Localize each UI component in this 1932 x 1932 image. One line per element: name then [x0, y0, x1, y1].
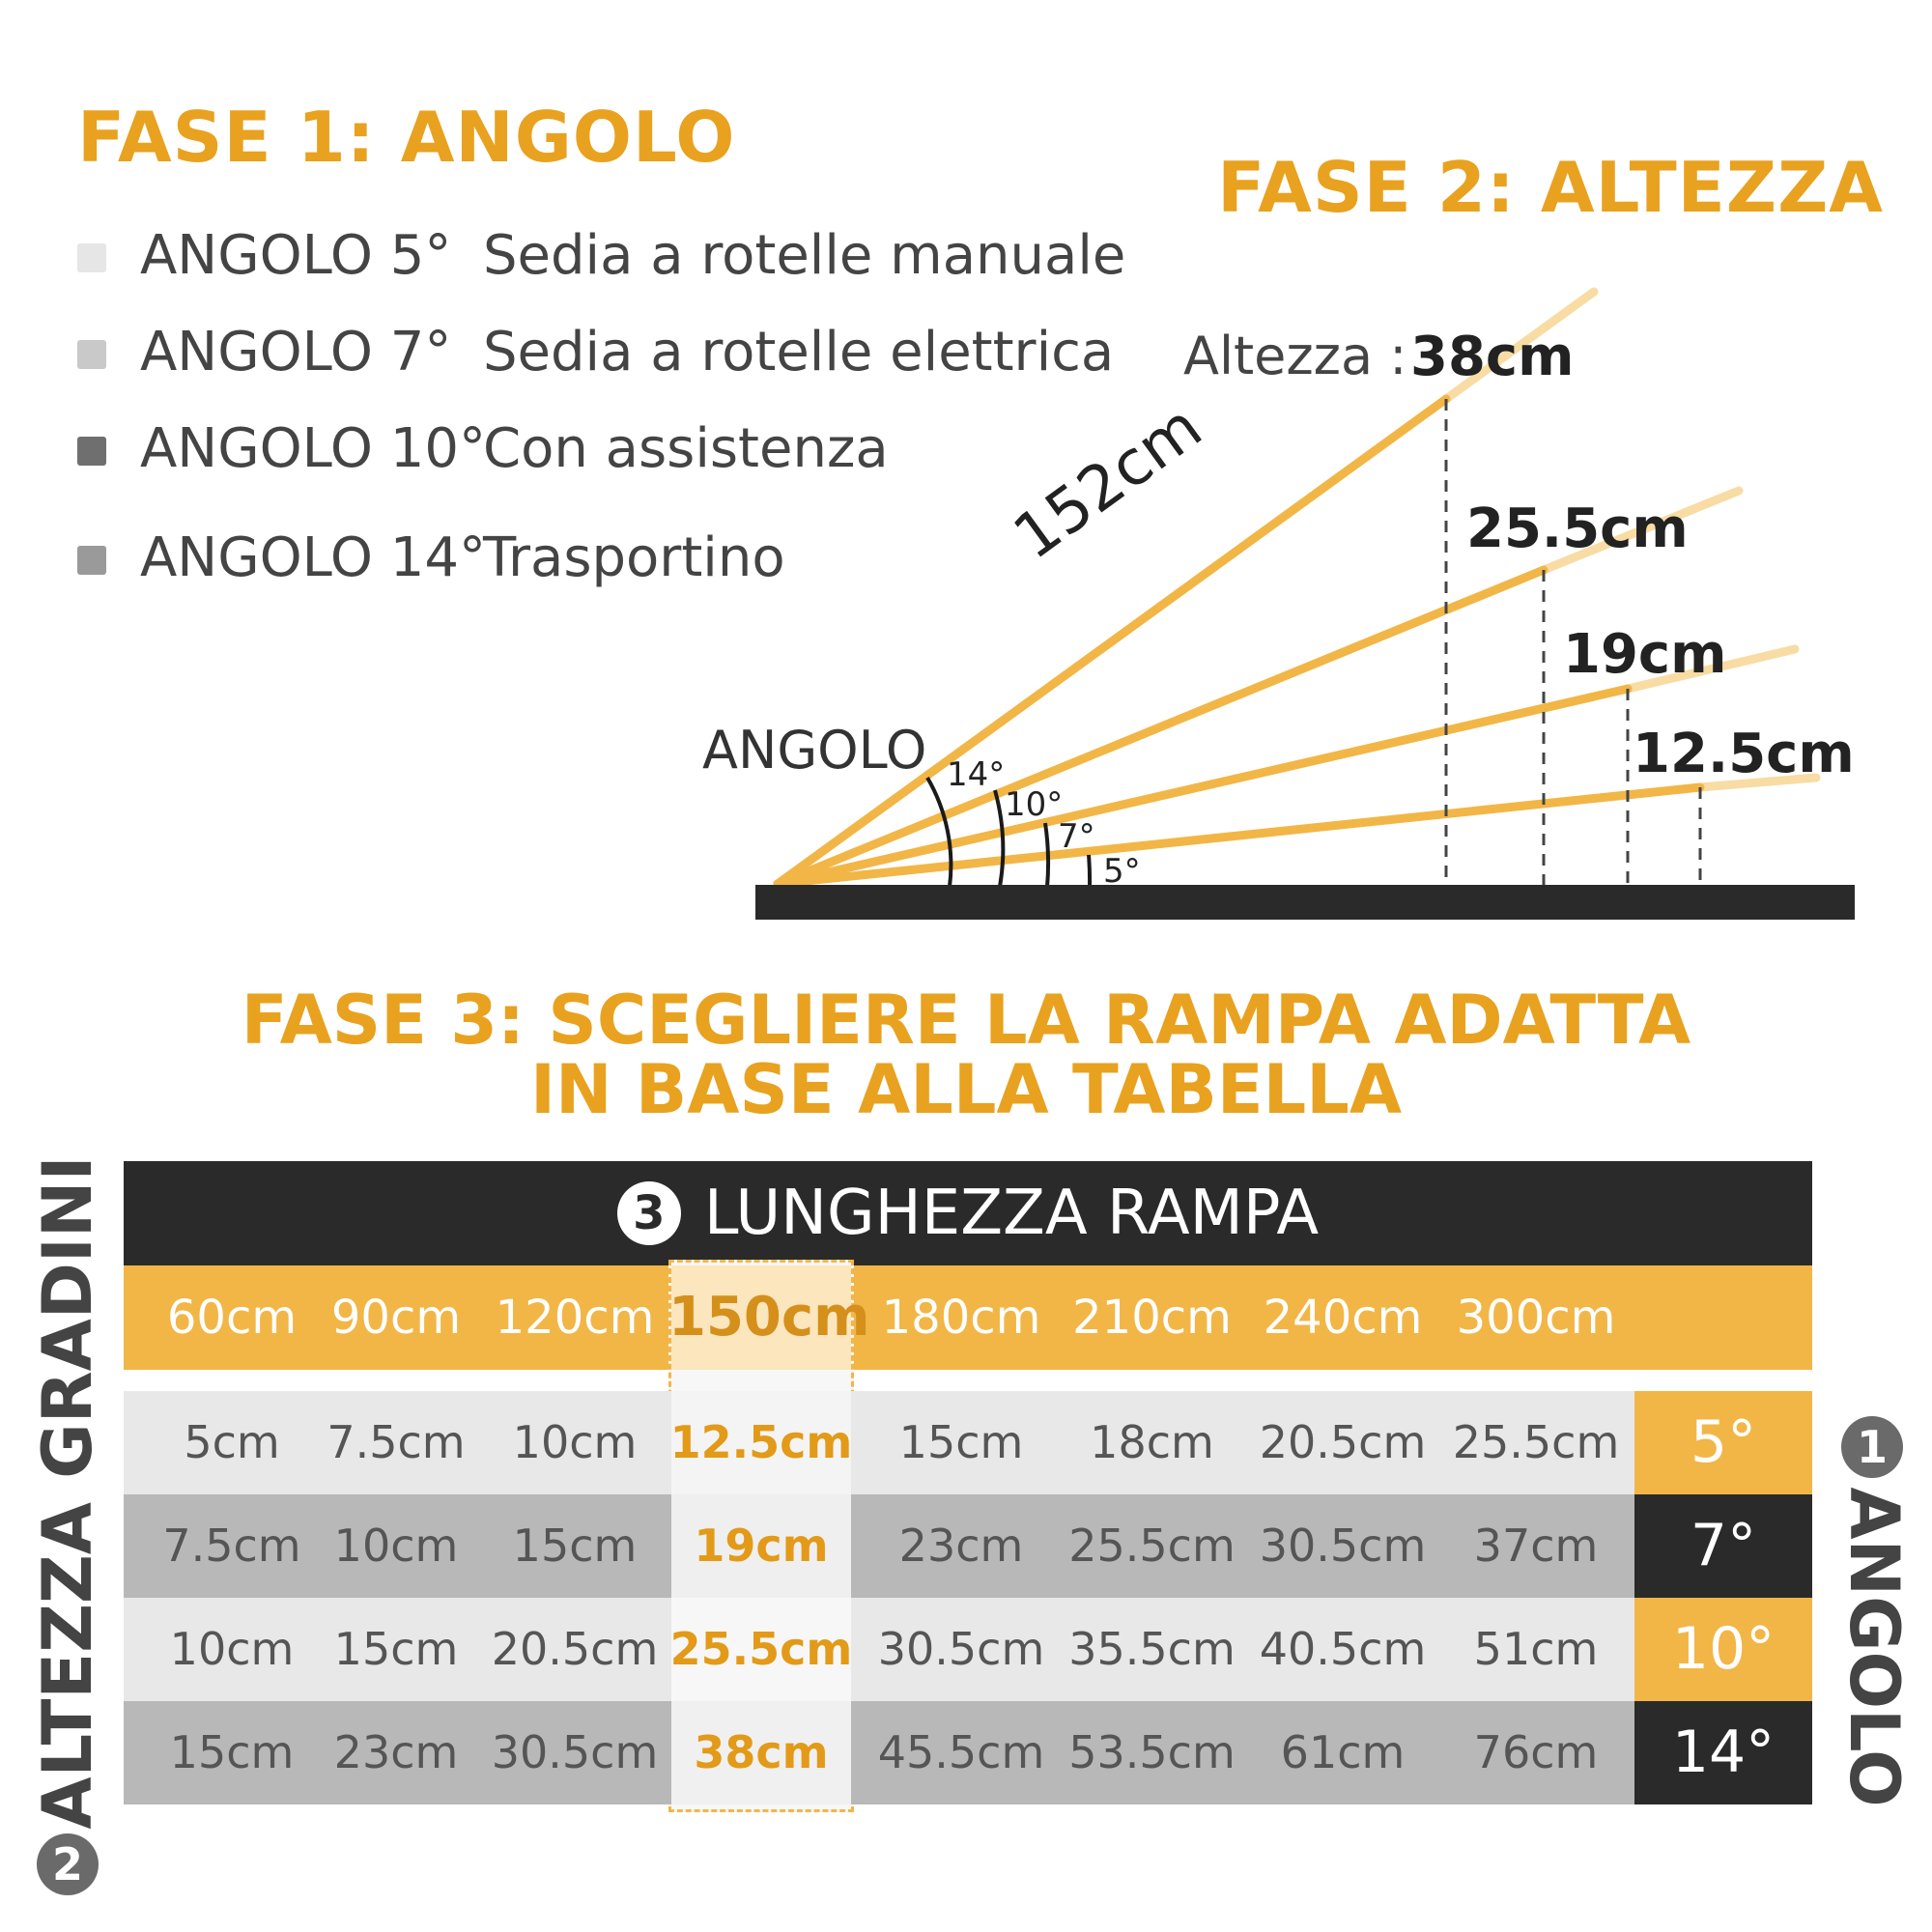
table-cell: 10cm — [169, 1623, 295, 1675]
height-value-38: 38cm — [1410, 326, 1575, 388]
table-cell: 25.5cm — [1068, 1520, 1236, 1572]
table-cell: 51cm — [1473, 1623, 1599, 1675]
legend-angle-5: ANGOLO 5° — [140, 224, 452, 287]
diagram-angle-label: ANGOLO — [702, 720, 927, 781]
table-cell: 45.5cm — [877, 1726, 1045, 1778]
angle-arc-5 — [1089, 855, 1090, 887]
table-cell: 7.5cm — [162, 1520, 301, 1572]
badge-2-icon: 2 — [37, 1833, 99, 1895]
length-60: 60cm — [166, 1291, 298, 1345]
table-cell: 23cm — [898, 1520, 1024, 1572]
table-cell: 37cm — [1473, 1520, 1599, 1572]
table-cell-highlight: 38cm — [694, 1726, 829, 1778]
length-180: 180cm — [881, 1291, 1041, 1345]
table-cell: 18cm — [1090, 1416, 1214, 1468]
phase3-title-line2: IN BASE ALLA TABELLA — [529, 1050, 1403, 1129]
phase2-title: FASE 2: ALTEZZA — [1217, 147, 1884, 228]
badge-3-icon: 3 — [617, 1181, 681, 1245]
legend-angle-10: ANGOLO 10° — [140, 417, 487, 480]
table-cell: 25.5cm — [1452, 1416, 1620, 1468]
angle-label-10: 10° — [1005, 785, 1064, 824]
height-value-25-5: 25.5cm — [1466, 497, 1689, 560]
ground-bar — [755, 885, 1855, 920]
left-axis-label: ALTEZZA GRADINI — [28, 1155, 107, 1830]
table-cell: 15cm — [169, 1726, 295, 1778]
table-cell-highlight: 25.5cm — [669, 1623, 853, 1675]
table-cell: 15cm — [898, 1416, 1024, 1468]
table-header — [124, 1161, 1812, 1265]
table-header-label: LUNGHEZZA RAMPA — [703, 1178, 1320, 1249]
height-value-19: 19cm — [1563, 623, 1727, 686]
ramp-length-label: 152cm — [1001, 391, 1215, 574]
phase3-title-line1: FASE 3: SCEGLIERE LA RAMPA ADATTA — [241, 980, 1691, 1060]
angle-cell-10: 10° — [1634, 1598, 1812, 1701]
length-240: 240cm — [1263, 1291, 1423, 1345]
badge-1-icon: 1 — [1841, 1416, 1903, 1478]
table-cell-highlight: 12.5cm — [669, 1416, 853, 1468]
right-axis-label: ANGOLO — [1834, 1487, 1914, 1807]
angle-label-7: 7° — [1058, 817, 1095, 856]
angle-label-14: 14° — [947, 755, 1006, 794]
table-cell: 30.5cm — [1259, 1520, 1427, 1572]
table-cell: 15cm — [333, 1623, 459, 1675]
table-cell: 30.5cm — [877, 1623, 1045, 1675]
legend-desc-7: Sedia a rotelle elettrica — [483, 321, 1115, 384]
height-label: Altezza : — [1183, 326, 1407, 386]
table-cell: 7.5cm — [327, 1416, 466, 1468]
angle-cell-7: 7° — [1634, 1494, 1812, 1598]
legend-angle-7: ANGOLO 7° — [140, 321, 452, 384]
table-cell: 40.5cm — [1259, 1623, 1427, 1675]
phase3-title — [0, 980, 1932, 1129]
table-cell: 61cm — [1280, 1726, 1406, 1778]
table-cell: 20.5cm — [1259, 1416, 1427, 1468]
table-cell: 10cm — [512, 1416, 638, 1468]
legend-desc-10: Con assistenza — [483, 417, 889, 480]
table-cell: 35.5cm — [1068, 1623, 1236, 1675]
angle-label-5: 5° — [1103, 852, 1141, 891]
table-cell: 76cm — [1473, 1726, 1599, 1778]
angle-cell-5: 5° — [1634, 1391, 1812, 1494]
height-value-12-5: 12.5cm — [1633, 723, 1855, 785]
table-cell-highlight: 19cm — [694, 1520, 829, 1572]
table-cell: 5cm — [184, 1416, 280, 1468]
table-cell: 23cm — [333, 1726, 459, 1778]
angle-arc-10 — [995, 790, 1003, 887]
length-210: 210cm — [1072, 1291, 1232, 1345]
length-300: 300cm — [1456, 1291, 1616, 1345]
table-cell: 15cm — [512, 1520, 638, 1572]
length-90: 90cm — [330, 1291, 462, 1345]
phase1-title: FASE 1: ANGOLO — [77, 97, 736, 178]
legend-desc-14: Trasportino — [483, 526, 785, 589]
table-cell: 20.5cm — [491, 1623, 659, 1675]
table-cell: 30.5cm — [491, 1726, 659, 1778]
angle-cell-14: 14° — [1634, 1701, 1812, 1804]
legend-angle-14: ANGOLO 14° — [140, 526, 487, 589]
table-cell: 10cm — [333, 1520, 459, 1572]
length-120: 120cm — [495, 1291, 655, 1345]
ramp-line-5 — [778, 787, 1700, 884]
length-150: 150cm — [668, 1286, 870, 1349]
legend-desc-5: Sedia a rotelle manuale — [483, 224, 1126, 287]
table-cell: 53.5cm — [1068, 1726, 1236, 1778]
